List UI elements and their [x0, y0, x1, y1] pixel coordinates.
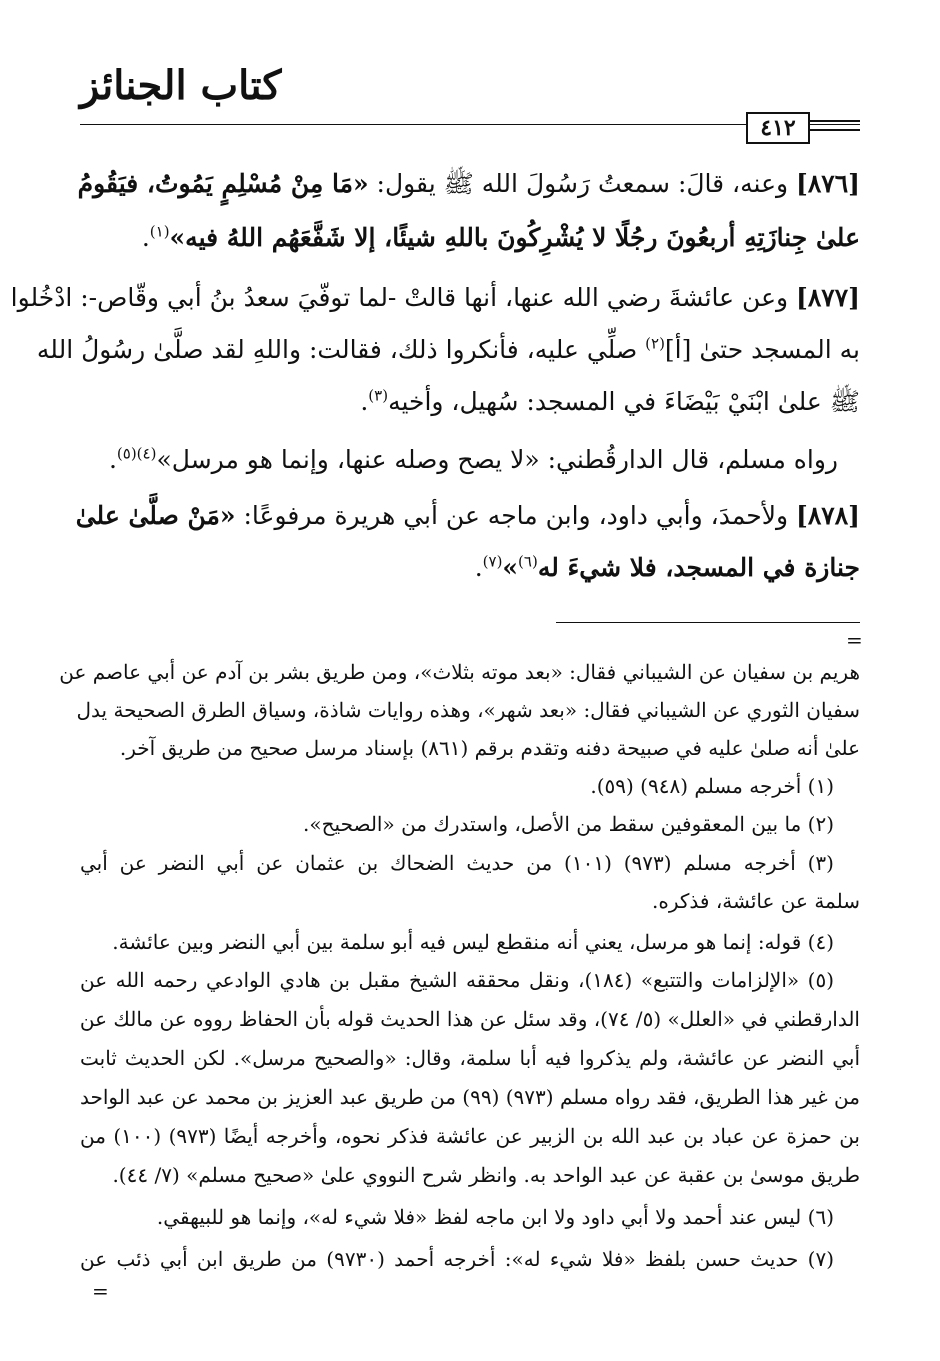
footnote-5-line-4: من غير هذا الطريق، فقد رواه مسلم (٩٧٣) (٩٩) من طريق عبد العزيز بن محمد عن عبد الواحد	[80, 1085, 860, 1109]
hadith-number: [٨٧٨]	[796, 501, 860, 530]
footnote-ref: (٧)	[482, 552, 503, 571]
continuation-mark-top: =	[846, 628, 863, 652]
footnote-ref: (٦)	[518, 552, 538, 571]
footnote-3-line-1: (٣) أخرجه مسلم (٩٧٣) (١٠١) من حديث الضحاك بن عثمان عن أبي النضر عن أبي	[80, 851, 834, 875]
footnote-5-line-3: أبي النضر عن عائشة، ولم يذكروا فيه أبا سلمة، وقال: «والصحيح مرسل». لكن الحديث ثابت	[80, 1046, 860, 1070]
hadith-877-line-2: به المسجد حتىٰ [أ]$^{(٢)}$ صلِّي عليه، فأنكروا ذلك، فقالت: واللهِ لقد صلَّىٰ رسُولُ الله	[36, 334, 860, 364]
footnote-4: (٤) قوله: إنما هو مرسل، يعني أنه منقطع ليس فيه أبو سلمة بين أبي النضر وبين عائشة.	[112, 930, 834, 954]
hadith-number: [٨٧٧]	[796, 283, 860, 312]
footnote-6: (٦) ليس عند أحمد ولا أبي داود ولا ابن ماجه لفظ «فلا شيء له»، وإنما هو للبيهقي.	[156, 1205, 834, 1229]
footnote-1: (١) أخرجه مسلم (٩٤٨) (٥٩).	[590, 774, 834, 798]
hadith-876-line-1	[77, 168, 860, 199]
running-head-title: كتاب الجنائز	[80, 62, 282, 109]
hadith-quote: «مَا مِنْ مُسْلِمٍ يَمُوتُ، فيَقُومُ	[77, 169, 369, 198]
footnote-ref: (٣)	[368, 386, 389, 405]
continuation-mark-bottom: =	[92, 1279, 109, 1303]
footnote-ref: (٤)(٥)	[116, 444, 157, 463]
footnote-3-line-2: سلمة عن عائشة، فذكره.	[652, 889, 860, 913]
footnote-continuation-line: هريم بن سفيان عن الشيباني فقال: «بعد موته بثلاث»، ومن طريق بشر بن آدم عن أبي عاصم عن	[59, 660, 860, 684]
footnote-5-line-5: بن حمزة عن عباد بن عبد الله بن الزبير عن عائشة فذكر نحوه، وأخرجه أيضًا (٩٧٣) (١٠٠) من	[80, 1124, 860, 1148]
footnote-ref: (٢)	[645, 334, 665, 353]
page-number: ٤١٢	[746, 112, 810, 144]
hadith-quote: جنازة في المسجد، فلا شيءَ له	[537, 553, 860, 582]
footnote-2: (٢) ما بين المعقوفين سقط من الأصل، واستدرك من «الصحيح».	[303, 812, 834, 836]
footnote-5-line-6: طريق موسىٰ بن عقبة عن عبد الواحد به. وانظر شرح النووي علىٰ «صحيح مسلم» (٧/ ٤٤).	[112, 1163, 860, 1187]
hadith-878-line-2: جنازة في المسجد، فلا شيءَ له$^{(٦)}$»$^{(٧)}$.	[474, 552, 860, 582]
footnote-divider	[556, 622, 860, 623]
hadith-number: [٨٧٦]	[796, 169, 860, 198]
narration-line: رواه مسلم، قال الدارقُطني: «لا يصح وصله عنها، وإنما هو مرسل»$^{(٤)(٥)}$.	[108, 444, 838, 474]
hadith-876-line-2: علىٰ جِنازَتِهِ أربعُونَ رجُلًا لا يُشْرِكُونَ باللهِ شيئًا، إلا شَفَّعَهُم اللهُ فيه»$^{(١)}$.	[141, 222, 860, 252]
footnote-5-line-1: (٥) «الإلزامات والتتبع» (١٨٤)، ونقل محققه الشيخ مقبل بن هادي الوادعي رحمه الله عن	[80, 968, 834, 992]
hadith-878-line-1: [٨٧٨] ولأحمدَ، وأبي داود، وابن ماجه عن أبي هريرة مرفوعًا: «مَنْ صلَّىٰ علىٰ	[75, 501, 860, 530]
hadith-877-line-1: [٨٧٧] وعن عائشةَ رضي الله عنها، أنها قالتْ -لما توفّيَ سعدُ بنُ أبي وقّاص-: ادْخُلوا	[10, 283, 860, 312]
header-ornament	[808, 120, 860, 131]
footnote-continuation-line: سفيان الثوري عن الشيباني فقال: «بعد شهر»، وهذه روايات شاذة، وسياق الطرق الصحيحة يدل	[76, 698, 860, 722]
footnote-5-line-2: الدارقطني في «العلل» (٥/ ٧٤)، وقد سئل عن هذا الحديث قوله بأن الحفاظ رووه عن مالك عن	[79, 1007, 860, 1031]
footnote-ref: (١)	[149, 222, 170, 241]
footnote-continuation-line: علىٰ أنه صلىٰ عليه في صبيحة دفنه وتقدم برقم (٨٦١) بإسناد مرسل صحيح من طريق آخر.	[119, 736, 860, 760]
header-rule	[80, 124, 860, 125]
footnote-7-line-1: (٧) حديث حسن بلفظ «فلا شيء له»: أخرجه أحمد (٩٧٣٠) من طريق ابن أبي ذئب عن	[80, 1247, 834, 1271]
hadith-877-line-3: ﷺ علىٰ ابْنَيْ بَيْضَاءَ في المسجد: سُهيل، وأخيه$^{(٣)}$.	[360, 386, 860, 416]
hadith-quote: علىٰ جِنازَتِهِ أربعُونَ رجُلًا لا يُشْرِكُونَ باللهِ شيئًا، إلا شَفَّعَهُم اللهُ فيه»	[169, 223, 860, 252]
hadith-quote: «مَنْ صلَّىٰ علىٰ	[75, 501, 236, 530]
hadith-intro: وعنه، قالَ: سمعتُ رَسُولَ الله ﷺ يقول:	[368, 169, 797, 198]
